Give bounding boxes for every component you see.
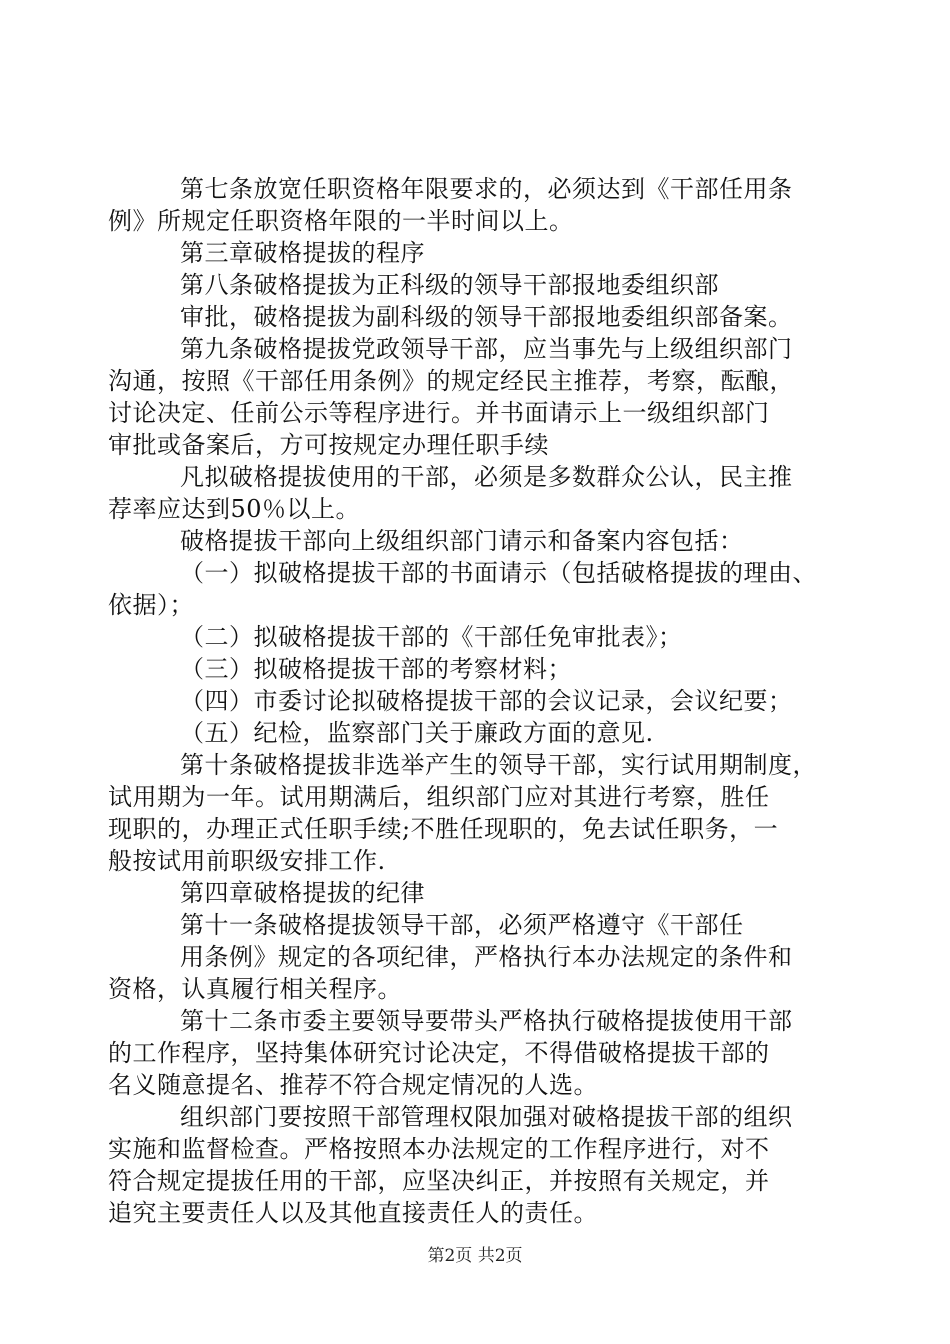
list-item: （四）市委讨论拟破格提拔干部的会议记录，会议纪要； bbox=[180, 687, 793, 715]
text-line: 名义随意提名、推荐不符合规定情况的人选。 bbox=[108, 1071, 598, 1099]
text-line: 追究主要责任人以及其他直接责任人的责任。 bbox=[108, 1199, 598, 1227]
text-line: 第十条破格提拔非选举产生的领导干部，实行试用期制度， bbox=[180, 751, 817, 779]
list-item: （二）拟破格提拔干部的《干部任免审批表》； bbox=[180, 623, 683, 651]
text-line: 第十二条市委主要领导要带头严格执行破格提拔使用干部 bbox=[180, 1007, 793, 1035]
list-item: （一）拟破格提拔干部的书面请示（包括破格提拔的理由、 bbox=[180, 559, 817, 587]
text-line: 审批，破格提拔为副科级的领导干部报地委组织部备案。 bbox=[180, 303, 793, 331]
text-line: 资格，认真履行相关程序。 bbox=[108, 975, 402, 1003]
text-line: 第九条破格提拔党政领导干部，应当事先与上级组织部门 bbox=[180, 335, 793, 363]
text-line: 用条例》规定的各项纪律，严格执行本办法规定的条件和 bbox=[180, 943, 793, 971]
text-line: 第十一条破格提拔领导干部，必须严格遵守《干部任 bbox=[180, 911, 744, 939]
section-heading: 第四章破格提拔的纪律 bbox=[180, 879, 425, 907]
list-item: 依据）； bbox=[108, 591, 194, 619]
list-item: （五）纪检，监察部门关于廉政方面的意见. bbox=[180, 719, 654, 747]
text-line: 现职的，办理正式任职手续;不胜任现职的，免去试任职务，一 bbox=[108, 815, 779, 843]
text-line: 的工作程序，坚持集体研究讨论决定，不得借破格提拔干部的 bbox=[108, 1039, 770, 1067]
text-line: 荐率应达到50％以上。 bbox=[108, 495, 361, 523]
section-heading: 第三章破格提拔的程序 bbox=[180, 239, 425, 267]
text-line: 实施和监督检查。严格按照本办法规定的工作程序进行，对不 bbox=[108, 1135, 770, 1163]
text-line: 组织部门要按照干部管理权限加强对破格提拔干部的组织 bbox=[180, 1103, 793, 1131]
list-item: （三）拟破格提拔干部的考察材料； bbox=[180, 655, 572, 683]
text-line: 第七条放宽任职资格年限要求的，必须达到《干部任用条 bbox=[180, 175, 793, 203]
page-number-footer: 第2页 共2页 bbox=[427, 1246, 523, 1266]
text-line: 凡拟破格提拔使用的干部，必须是多数群众公认，民主推 bbox=[180, 463, 793, 491]
text-line: 破格提拔干部向上级组织部门请示和备案内容包括： bbox=[180, 527, 744, 555]
text-line: 沟通，按照《干部任用条例》的规定经民主推荐，考察，酝酿， bbox=[108, 367, 794, 395]
text-line: 符合规定提拔任用的干部，应坚决纠正，并按照有关规定，并 bbox=[108, 1167, 770, 1195]
text-line: 第八条破格提拔为正科级的领导干部报地委组织部 bbox=[180, 271, 719, 299]
text-line: 讨论决定、任前公示等程序进行。并书面请示上一级组织部门 bbox=[108, 399, 770, 427]
text-line: 审批或备案后，方可按规定办理任职手续 bbox=[108, 431, 549, 459]
text-line: 例》所规定任职资格年限的一半时间以上。 bbox=[108, 207, 574, 235]
text-line: 般按试用前职级安排工作. bbox=[108, 847, 386, 875]
text-line: 试用期为一年。试用期满后，组织部门应对其进行考察，胜任 bbox=[108, 783, 770, 811]
